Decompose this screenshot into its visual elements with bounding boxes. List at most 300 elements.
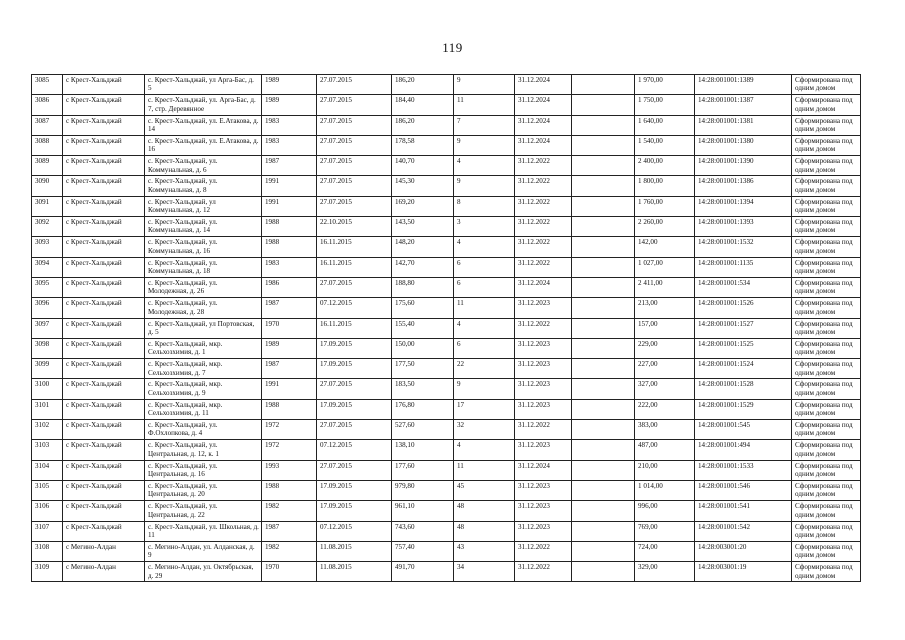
- row-number-cell: 3089: [32, 156, 63, 176]
- status-cell: Сформирована под одним домом: [792, 237, 861, 257]
- date-cell: 17.09.2015: [317, 480, 392, 500]
- address-cell: с. Крест-Хальджай, ул Арга-Бас, д. 5: [145, 75, 262, 95]
- count-cell: 48: [454, 521, 515, 541]
- address-cell: с. Мегино-Алдан, ул. Алданская, д. 9: [145, 541, 262, 561]
- table-row: [32, 196, 861, 216]
- blank-cell: [572, 420, 635, 440]
- blank-cell: [572, 196, 635, 216]
- blank-cell: [572, 217, 635, 237]
- row-number-cell: 3096: [32, 298, 63, 318]
- blank-cell: [572, 115, 635, 135]
- cost-cell: 1 540,00: [635, 135, 695, 155]
- cadastral-number-cell: 14:28:003001:19: [695, 562, 792, 582]
- deadline-cell: 31.12.2024: [515, 115, 572, 135]
- cadastral-number-cell: 14:28:001001:1393: [695, 217, 792, 237]
- cadastral-number-cell: 14:28:001001:542: [695, 521, 792, 541]
- date-cell: 27.07.2015: [317, 460, 392, 480]
- cost-cell: 227,00: [635, 359, 695, 379]
- page-number: 119: [442, 40, 463, 55]
- year-cell: 1986: [262, 277, 317, 297]
- year-cell: 1987: [262, 298, 317, 318]
- date-cell: 16.11.2015: [317, 318, 392, 338]
- area-cell: 979,80: [392, 480, 454, 500]
- settlement-cell: с Мегино-Алдан: [63, 562, 145, 582]
- cadastral-number-cell: 14:28:001001:1387: [695, 95, 792, 115]
- count-cell: 45: [454, 480, 515, 500]
- cadastral-number-cell: 14:28:001001:545: [695, 420, 792, 440]
- table-row: [32, 156, 861, 176]
- row-number-cell: 3087: [32, 115, 63, 135]
- blank-cell: [572, 257, 635, 277]
- table-row: [32, 135, 861, 155]
- settlement-cell: с Крест-Хальджай: [63, 379, 145, 399]
- count-cell: 4: [454, 156, 515, 176]
- status-cell: Сформирована под одним домом: [792, 338, 861, 358]
- settlement-cell: с Крест-Хальджай: [63, 176, 145, 196]
- table-row: [32, 359, 861, 379]
- date-cell: 11.08.2015: [317, 562, 392, 582]
- count-cell: 11: [454, 460, 515, 480]
- cost-cell: 229,00: [635, 338, 695, 358]
- settlement-cell: с Крест-Хальджай: [63, 460, 145, 480]
- row-number-cell: 3102: [32, 420, 63, 440]
- deadline-cell: 31.12.2023: [515, 399, 572, 419]
- row-number-cell: 3097: [32, 318, 63, 338]
- cadastral-number-cell: 14:28:001001:546: [695, 480, 792, 500]
- year-cell: 1991: [262, 176, 317, 196]
- deadline-cell: 31.12.2024: [515, 95, 572, 115]
- settlement-cell: с Крест-Хальджай: [63, 237, 145, 257]
- cost-cell: 157,00: [635, 318, 695, 338]
- table-row: [32, 257, 861, 277]
- address-cell: с. Крест-Хальджай, ул. Коммунальная, д. 8: [145, 176, 262, 196]
- blank-cell: [572, 318, 635, 338]
- date-cell: 16.11.2015: [317, 237, 392, 257]
- deadline-cell: 31.12.2024: [515, 135, 572, 155]
- cost-cell: 2 400,00: [635, 156, 695, 176]
- date-cell: 07.12.2015: [317, 298, 392, 318]
- blank-cell: [572, 480, 635, 500]
- cost-cell: 2 260,00: [635, 217, 695, 237]
- date-cell: 27.07.2015: [317, 196, 392, 216]
- address-cell: с. Крест-Хальджай, ул. Е.Атакова, д. 16: [145, 135, 262, 155]
- date-cell: 17.09.2015: [317, 399, 392, 419]
- settlement-cell: с Крест-Хальджай: [63, 277, 145, 297]
- status-cell: Сформирована под одним домом: [792, 379, 861, 399]
- count-cell: 7: [454, 115, 515, 135]
- table-row: [32, 115, 861, 135]
- count-cell: 4: [454, 237, 515, 257]
- address-cell: с. Крест-Хальджай, ул. Коммунальная, д. 14: [145, 217, 262, 237]
- area-cell: 143,50: [392, 217, 454, 237]
- deadline-cell: 31.12.2023: [515, 359, 572, 379]
- year-cell: 1988: [262, 217, 317, 237]
- table-row: [32, 237, 861, 257]
- status-cell: Сформирована под одним домом: [792, 501, 861, 521]
- status-cell: Сформирована под одним домом: [792, 135, 861, 155]
- address-cell: с. Крест-Хальджай, ул. Ф.Охлопкова, д. 4: [145, 420, 262, 440]
- area-cell: 184,40: [392, 95, 454, 115]
- status-cell: Сформирована под одним домом: [792, 176, 861, 196]
- row-number-cell: 3101: [32, 399, 63, 419]
- table-row: [32, 541, 861, 561]
- row-number-cell: 3094: [32, 257, 63, 277]
- count-cell: 17: [454, 399, 515, 419]
- row-number-cell: 3090: [32, 176, 63, 196]
- settlement-cell: с Крест-Хальджай: [63, 440, 145, 460]
- cadastral-number-cell: 14:28:001001:1526: [695, 298, 792, 318]
- year-cell: 1987: [262, 156, 317, 176]
- count-cell: 9: [454, 135, 515, 155]
- count-cell: 4: [454, 440, 515, 460]
- date-cell: 16.11.2015: [317, 257, 392, 277]
- status-cell: Сформирована под одним домом: [792, 318, 861, 338]
- blank-cell: [572, 75, 635, 95]
- address-cell: с. Крест-Хальджай, мкр. Сельхозхимия, д. 11: [145, 399, 262, 419]
- settlement-cell: с Крест-Хальджай: [63, 75, 145, 95]
- area-cell: 178,58: [392, 135, 454, 155]
- date-cell: 27.07.2015: [317, 379, 392, 399]
- date-cell: 17.09.2015: [317, 359, 392, 379]
- year-cell: 1993: [262, 460, 317, 480]
- cadastral-number-cell: 14:28:001001:1380: [695, 135, 792, 155]
- date-cell: 27.07.2015: [317, 135, 392, 155]
- table-row: [32, 217, 861, 237]
- cost-cell: 1 750,00: [635, 95, 695, 115]
- area-cell: 177,60: [392, 460, 454, 480]
- status-cell: Сформирована под одним домом: [792, 156, 861, 176]
- status-cell: Сформирована под одним домом: [792, 298, 861, 318]
- cost-cell: 769,00: [635, 521, 695, 541]
- cost-cell: 383,00: [635, 420, 695, 440]
- address-cell: с. Крест-Хальджай, мкр. Сельхозхимия, д. 1: [145, 338, 262, 358]
- table-row: [32, 501, 861, 521]
- status-cell: Сформирована под одним домом: [792, 75, 861, 95]
- status-cell: Сформирована под одним домом: [792, 196, 861, 216]
- deadline-cell: 31.12.2023: [515, 521, 572, 541]
- settlement-cell: с Крест-Хальджай: [63, 196, 145, 216]
- year-cell: 1989: [262, 338, 317, 358]
- area-cell: 138,10: [392, 440, 454, 460]
- table-row: [32, 480, 861, 500]
- cost-cell: 329,00: [635, 562, 695, 582]
- row-number-cell: 3095: [32, 277, 63, 297]
- year-cell: 1988: [262, 480, 317, 500]
- cost-cell: 210,00: [635, 460, 695, 480]
- cadastral-number-cell: 14:28:001001:1386: [695, 176, 792, 196]
- blank-cell: [572, 541, 635, 561]
- area-cell: 145,30: [392, 176, 454, 196]
- settlement-cell: с Крест-Хальджай: [63, 420, 145, 440]
- settlement-cell: с Мегино-Алдан: [63, 541, 145, 561]
- count-cell: 6: [454, 277, 515, 297]
- blank-cell: [572, 156, 635, 176]
- year-cell: 1987: [262, 359, 317, 379]
- area-cell: 186,20: [392, 75, 454, 95]
- area-cell: 961,10: [392, 501, 454, 521]
- date-cell: 17.09.2015: [317, 338, 392, 358]
- blank-cell: [572, 562, 635, 582]
- blank-cell: [572, 501, 635, 521]
- settlement-cell: с Крест-Хальджай: [63, 217, 145, 237]
- area-cell: 183,50: [392, 379, 454, 399]
- count-cell: 9: [454, 75, 515, 95]
- row-number-cell: 3107: [32, 521, 63, 541]
- deadline-cell: 31.12.2022: [515, 541, 572, 561]
- table-row: [32, 75, 861, 95]
- status-cell: Сформирована под одним домом: [792, 460, 861, 480]
- address-cell: с. Крест-Хальджай, ул. Центральная, д. 20: [145, 480, 262, 500]
- cost-cell: 1 027,00: [635, 257, 695, 277]
- status-cell: Сформирована под одним домом: [792, 480, 861, 500]
- settlement-cell: с Крест-Хальджай: [63, 115, 145, 135]
- cadastral-number-cell: 14:28:001001:1529: [695, 399, 792, 419]
- table-row: [32, 562, 861, 582]
- year-cell: 1991: [262, 379, 317, 399]
- cadastral-number-cell: 14:28:001001:494: [695, 440, 792, 460]
- address-cell: с. Крест-Хальджай, ул. Арга-Бас, д. 7, стр. Деревянное: [145, 95, 262, 115]
- row-number-cell: 3100: [32, 379, 63, 399]
- settlement-cell: с Крест-Хальджай: [63, 359, 145, 379]
- table-row: [32, 298, 861, 318]
- count-cell: 11: [454, 95, 515, 115]
- address-cell: с. Крест-Хальджай, мкр. Сельхозхимия, д. 9: [145, 379, 262, 399]
- row-number-cell: 3099: [32, 359, 63, 379]
- count-cell: 32: [454, 420, 515, 440]
- year-cell: 1983: [262, 257, 317, 277]
- count-cell: 34: [454, 562, 515, 582]
- table-row: [32, 521, 861, 541]
- deadline-cell: 31.12.2023: [515, 298, 572, 318]
- blank-cell: [572, 135, 635, 155]
- settlement-cell: с Крест-Хальджай: [63, 95, 145, 115]
- blank-cell: [572, 298, 635, 318]
- deadline-cell: 31.12.2022: [515, 318, 572, 338]
- table-row: [32, 338, 861, 358]
- cadastral-number-cell: 14:28:001001:1524: [695, 359, 792, 379]
- address-cell: с. Крест-Хальджай, ул. Коммунальная, д. 6: [145, 156, 262, 176]
- status-cell: Сформирована под одним домом: [792, 257, 861, 277]
- blank-cell: [572, 359, 635, 379]
- blank-cell: [572, 440, 635, 460]
- area-cell: 148,20: [392, 237, 454, 257]
- area-cell: 140,70: [392, 156, 454, 176]
- table-row: [32, 95, 861, 115]
- cost-cell: 724,00: [635, 541, 695, 561]
- deadline-cell: 31.12.2023: [515, 501, 572, 521]
- date-cell: 22.10.2015: [317, 217, 392, 237]
- cadastral-number-cell: 14:28:001001:1533: [695, 460, 792, 480]
- area-cell: 743,60: [392, 521, 454, 541]
- deadline-cell: 31.12.2022: [515, 237, 572, 257]
- year-cell: 1970: [262, 562, 317, 582]
- address-cell: с. Крест-Хальджай, ул. Молодежная, д. 26: [145, 277, 262, 297]
- blank-cell: [572, 460, 635, 480]
- row-number-cell: 3088: [32, 135, 63, 155]
- row-number-cell: 3092: [32, 217, 63, 237]
- status-cell: Сформирована под одним домом: [792, 115, 861, 135]
- address-cell: с. Крест-Хальджай, ул. Е.Атакова, д. 14: [145, 115, 262, 135]
- cadastral-number-cell: 14:28:001001:1394: [695, 196, 792, 216]
- year-cell: 1982: [262, 501, 317, 521]
- date-cell: 27.07.2015: [317, 156, 392, 176]
- cost-cell: 996,00: [635, 501, 695, 521]
- year-cell: 1983: [262, 115, 317, 135]
- year-cell: 1988: [262, 237, 317, 257]
- deadline-cell: 31.12.2024: [515, 75, 572, 95]
- deadline-cell: 31.12.2022: [515, 217, 572, 237]
- year-cell: 1983: [262, 135, 317, 155]
- year-cell: 1982: [262, 541, 317, 561]
- deadline-cell: 31.12.2023: [515, 338, 572, 358]
- year-cell: 1970: [262, 318, 317, 338]
- deadline-cell: 31.12.2024: [515, 277, 572, 297]
- cadastral-number-cell: 14:28:001001:1525: [695, 338, 792, 358]
- address-cell: с. Крест-Хальджай, ул. Коммунальная, д. 16: [145, 237, 262, 257]
- settlement-cell: с Крест-Хальджай: [63, 135, 145, 155]
- address-cell: с. Крест-Хальджай, ул Коммунальная, д. 12: [145, 196, 262, 216]
- date-cell: 27.07.2015: [317, 420, 392, 440]
- date-cell: 07.12.2015: [317, 440, 392, 460]
- row-number-cell: 3091: [32, 196, 63, 216]
- status-cell: Сформирована под одним домом: [792, 420, 861, 440]
- settlement-cell: с Крест-Хальджай: [63, 521, 145, 541]
- settlement-cell: с Крест-Хальджай: [63, 156, 145, 176]
- area-cell: 175,60: [392, 298, 454, 318]
- row-number-cell: 3086: [32, 95, 63, 115]
- area-cell: 150,00: [392, 338, 454, 358]
- count-cell: 4: [454, 318, 515, 338]
- row-number-cell: 3103: [32, 440, 63, 460]
- row-number-cell: 3108: [32, 541, 63, 561]
- year-cell: 1972: [262, 420, 317, 440]
- row-number-cell: 3093: [32, 237, 63, 257]
- row-number-cell: 3085: [32, 75, 63, 95]
- status-cell: Сформирована под одним домом: [792, 541, 861, 561]
- address-cell: с. Крест-Хальджай, ул. Молодежная, д. 28: [145, 298, 262, 318]
- area-cell: 155,40: [392, 318, 454, 338]
- area-cell: 142,70: [392, 257, 454, 277]
- table-row: [32, 420, 861, 440]
- cost-cell: 1 760,00: [635, 196, 695, 216]
- blank-cell: [572, 521, 635, 541]
- status-cell: Сформирована под одним домом: [792, 399, 861, 419]
- count-cell: 6: [454, 338, 515, 358]
- area-cell: 169,20: [392, 196, 454, 216]
- area-cell: 176,80: [392, 399, 454, 419]
- settlement-cell: с Крест-Хальджай: [63, 257, 145, 277]
- address-cell: с. Крест-Хальджай, ул. Школьная, д. 11: [145, 521, 262, 541]
- cadastral-number-cell: 14:28:001001:534: [695, 277, 792, 297]
- date-cell: 17.09.2015: [317, 501, 392, 521]
- table-row: [32, 277, 861, 297]
- deadline-cell: 31.12.2022: [515, 176, 572, 196]
- status-cell: Сформирована под одним домом: [792, 562, 861, 582]
- deadline-cell: 31.12.2024: [515, 460, 572, 480]
- area-cell: 186,20: [392, 115, 454, 135]
- cadastral-number-cell: 14:28:001001:1135: [695, 257, 792, 277]
- status-cell: Сформирована под одним домом: [792, 359, 861, 379]
- count-cell: 8: [454, 196, 515, 216]
- address-cell: с. Крест-Хальджай, ул. Центральная, д. 12, к. 1: [145, 440, 262, 460]
- count-cell: 48: [454, 501, 515, 521]
- status-cell: Сформирована под одним домом: [792, 217, 861, 237]
- area-cell: 527,60: [392, 420, 454, 440]
- deadline-cell: 31.12.2023: [515, 480, 572, 500]
- cadastral-number-cell: 14:28:001001:1532: [695, 237, 792, 257]
- address-cell: с. Крест-Хальджай, ул Портовская, д. 5: [145, 318, 262, 338]
- row-number-cell: 3098: [32, 338, 63, 358]
- status-cell: Сформирована под одним домом: [792, 95, 861, 115]
- settlement-cell: с Крест-Хальджай: [63, 318, 145, 338]
- status-cell: Сформирована под одним домом: [792, 440, 861, 460]
- table-row: [32, 440, 861, 460]
- count-cell: 6: [454, 257, 515, 277]
- count-cell: 3: [454, 217, 515, 237]
- cadastral-number-cell: 14:28:001001:1389: [695, 75, 792, 95]
- area-cell: 757,40: [392, 541, 454, 561]
- blank-cell: [572, 95, 635, 115]
- address-cell: с. Крест-Хальджай, ул. Коммунальная, д. 18: [145, 257, 262, 277]
- cost-cell: 1 640,00: [635, 115, 695, 135]
- deadline-cell: 31.12.2022: [515, 420, 572, 440]
- deadline-cell: 31.12.2023: [515, 379, 572, 399]
- row-number-cell: 3109: [32, 562, 63, 582]
- area-cell: 177,50: [392, 359, 454, 379]
- blank-cell: [572, 237, 635, 257]
- date-cell: 27.07.2015: [317, 176, 392, 196]
- registry-table: [31, 74, 861, 582]
- year-cell: 1972: [262, 440, 317, 460]
- date-cell: 07.12.2015: [317, 521, 392, 541]
- deadline-cell: 31.12.2022: [515, 562, 572, 582]
- year-cell: 1989: [262, 75, 317, 95]
- address-cell: с. Крест-Хальджай, мкр. Сельхозхимия, д. 7: [145, 359, 262, 379]
- cost-cell: 2 411,00: [635, 277, 695, 297]
- blank-cell: [572, 379, 635, 399]
- status-cell: Сформирована под одним домом: [792, 521, 861, 541]
- area-cell: 188,80: [392, 277, 454, 297]
- deadline-cell: 31.12.2022: [515, 196, 572, 216]
- table-row: [32, 399, 861, 419]
- area-cell: 491,70: [392, 562, 454, 582]
- cadastral-number-cell: 14:28:001001:1381: [695, 115, 792, 135]
- count-cell: 9: [454, 176, 515, 196]
- row-number-cell: 3106: [32, 501, 63, 521]
- date-cell: 27.07.2015: [317, 277, 392, 297]
- address-cell: с. Крест-Хальджай, ул. Центральная, д. 22: [145, 501, 262, 521]
- settlement-cell: с Крест-Хальджай: [63, 338, 145, 358]
- count-cell: 11: [454, 298, 515, 318]
- deadline-cell: 31.12.2022: [515, 257, 572, 277]
- date-cell: 11.08.2015: [317, 541, 392, 561]
- date-cell: 27.07.2015: [317, 95, 392, 115]
- blank-cell: [572, 277, 635, 297]
- cost-cell: 1 014,00: [635, 480, 695, 500]
- cost-cell: 1 800,00: [635, 176, 695, 196]
- cadastral-number-cell: 14:28:003001:20: [695, 541, 792, 561]
- date-cell: 27.07.2015: [317, 75, 392, 95]
- year-cell: 1989: [262, 95, 317, 115]
- table-row: [32, 176, 861, 196]
- date-cell: 27.07.2015: [317, 115, 392, 135]
- settlement-cell: с Крест-Хальджай: [63, 298, 145, 318]
- blank-cell: [572, 338, 635, 358]
- year-cell: 1988: [262, 399, 317, 419]
- table-row: [32, 460, 861, 480]
- cost-cell: 327,00: [635, 379, 695, 399]
- settlement-cell: с Крест-Хальджай: [63, 399, 145, 419]
